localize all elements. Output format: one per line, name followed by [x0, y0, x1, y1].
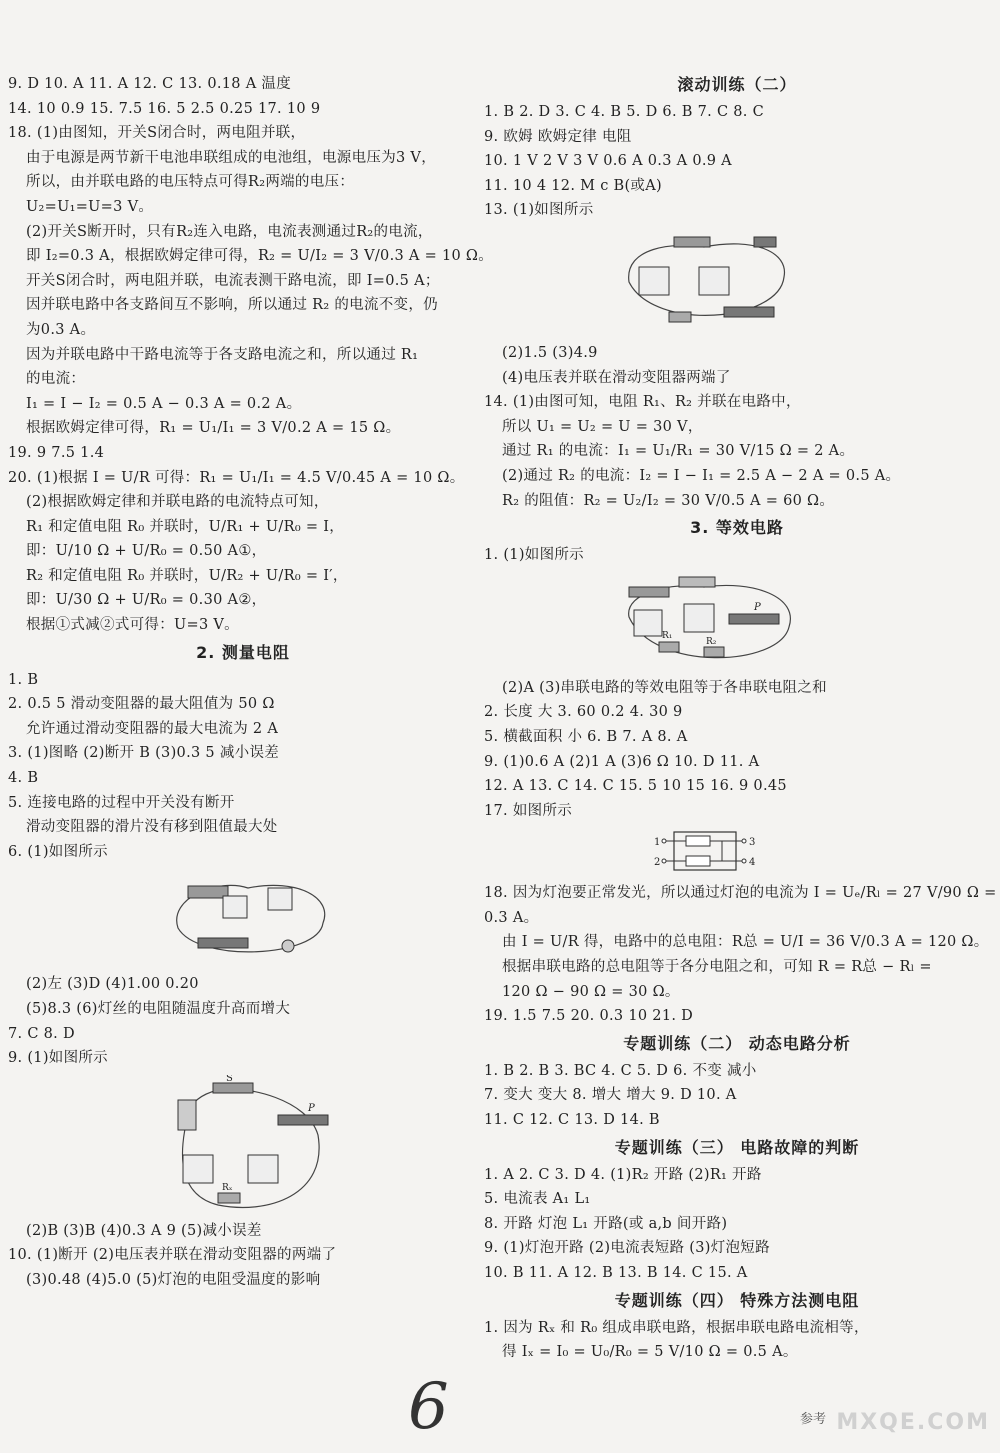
answer-block [484, 1059, 990, 1133]
circuit-figure-q6 [8, 868, 478, 968]
answer-line: 20. (1)根据 I = U/R 可得：R₁ = U₁/I₁ = 4.5 V/0.45 A = 10 Ω。 [8, 469, 465, 486]
answer-line: 5. 横截面积 小 6. B 7. A 8. A [484, 728, 688, 745]
slider-label: P [754, 601, 761, 613]
answer-block [8, 72, 494, 638]
answer-block [484, 1316, 990, 1365]
answer-block [484, 881, 997, 1029]
circuit-figure-13 [484, 227, 990, 337]
answer-line: 6. (1)如图所示 [8, 843, 108, 860]
answer-line: 9. (1)如图所示 [8, 1050, 108, 1067]
section-heading-special-training-2: 专题训练（二） 动态电路分析 [623, 1033, 851, 1053]
answer-line: 1. B [8, 671, 39, 688]
answer-line: 即：U/10 Ω + U/R₀ = 0.50 A①， [26, 543, 267, 560]
section-heading-measure-resistance: 2. 测量电阻 [196, 642, 290, 662]
left-column [8, 72, 494, 1293]
answer-line: (2)开关S断开时，只有R₂连入电路，电流表测通过R₂的电流， [26, 223, 433, 240]
slider-label: P [308, 1102, 315, 1114]
answer-line: 3. (1)图略 (2)断开 B (3)0.3 5 减小误差 [8, 745, 280, 762]
answer-line: 由 I = U/R 得，电路中的总电阻：R总 = U/I = 36 V/0.3 A = 120 Ω。 [502, 934, 989, 951]
terminal-3-label: 3 [749, 837, 756, 849]
answer-line: 开关S闭合时，两电阻并联，电流表测干路电流，即 I=0.5 A； [26, 272, 440, 289]
answer-line: 1. A 2. C 3. D 4. (1)R₂ 开路 (2)R₁ 开路 [484, 1166, 762, 1183]
answer-line: 根据串联电路的总电阻等于各分电阻之和，可知 R = R总 − Rₗ = [502, 959, 932, 976]
answer-block [484, 100, 990, 223]
answer-line: 所以 U₁ = U₂ = U = 30 V， [502, 418, 703, 435]
black-box-figure-17 [484, 827, 990, 877]
answer-line: 19. 1.5 7.5 20. 0.3 10 21. D [484, 1008, 694, 1025]
answer-line: 通过 R₁ 的电流：I₁ = U₁/R₁ = 30 V/15 Ω = 2 A。 [502, 443, 855, 460]
answer-line: 10. B 11. A 12. B 13. B 14. C 15. A [484, 1265, 748, 1281]
answer-line: 11. C 12. C 13. D 14. B [484, 1112, 660, 1129]
r1-label: R₁ [662, 630, 673, 641]
answer-line: 9. 欧姆 欧姆定律 电阻 [484, 128, 632, 145]
answer-line: 由于电源是两节新干电池串联组成的电池组，电源电压为3 V， [26, 149, 437, 166]
circuit-figure-q9 [8, 1075, 478, 1215]
answer-line: 2. 0.5 5 滑动变阻器的最大阻值为 50 Ω [8, 696, 275, 713]
answer-line: 即：U/30 Ω + U/R₀ = 0.30 A②， [26, 592, 267, 609]
r2-label: R₂ [706, 636, 717, 647]
answer-line: 允许通过滑动变阻器的最大电流为 2 A [26, 720, 279, 737]
section-heading-special-training-3: 专题训练（三） 电路故障的判断 [614, 1137, 860, 1157]
answer-line: 根据欧姆定律可得，R₁ = U₁/I₁ = 3 V/0.2 A = 15 Ω。 [26, 420, 401, 437]
answer-line: 即 I₂=0.3 A，根据欧姆定律可得，R₂ = U/I₂ = 3 V/0.3 A = 10 Ω。 [26, 248, 494, 265]
answer-line: (4)电压表并联在滑动变阻器两端了 [502, 369, 731, 386]
answer-block [484, 1163, 990, 1286]
answer-line: (2)根据欧姆定律和并联电路的电流特点可知， [26, 494, 329, 511]
answer-line: 9. (1)灯泡开路 (2)电流表短路 (3)灯泡短路 [484, 1240, 770, 1257]
answer-line: 10. (1)断开 (2)电压表并联在滑动变阻器的两端了 [8, 1247, 337, 1264]
answer-line: 12. A 13. C 14. C 15. 5 10 15 16. 9 0.45 [484, 778, 787, 795]
answer-block [8, 668, 478, 865]
answer-line: (2)1.5 (3)4.9 [502, 344, 598, 361]
right-column [484, 72, 997, 1365]
answer-line: 1. B 2. B 3. BC 4. C 5. D 6. 不变 减小 [484, 1062, 757, 1079]
answer-line: (2)B (3)B (4)0.3 A 9 (5)减小误差 [26, 1222, 262, 1239]
handwritten-page-number: 6 [408, 1370, 449, 1444]
terminal-1-label: 1 [654, 837, 661, 849]
answer-block [8, 1219, 478, 1293]
answer-line: 120 Ω − 90 Ω = 30 Ω。 [502, 983, 680, 1000]
answer-line: 9. D 10. A 11. A 12. C 13. 0.18 A 温度 [8, 76, 291, 92]
answer-line: R₁ 和定值电阻 R₀ 并联时，U/R₁ + U/R₀ = I， [26, 518, 345, 535]
answer-line: 18. 因为灯泡要正常发光，所以通过灯泡的电流为 I = Uₑ/Rₗ = 27 V/90 Ω = [484, 885, 997, 902]
answer-line: 得 Iₓ = I₀ = U₀/R₀ = 5 V/10 Ω = 0.5 A。 [502, 1344, 798, 1361]
answer-line: (3)0.48 (4)5.0 (5)灯泡的电阻受温度的影响 [26, 1271, 321, 1288]
answer-line: 10. 1 V 2 V 3 V 0.6 A 0.3 A 0.9 A [484, 153, 732, 170]
answer-line: R₂ 的阻值：R₂ = U₂/I₂ = 30 V/0.5 A = 60 Ω。 [502, 492, 835, 509]
answer-line: 14. (1)由图可知，电阻 R₁、R₂ 并联在电路中， [484, 394, 801, 411]
section-heading-rolling-training-2: 滚动训练（二） [677, 75, 797, 94]
answer-line: 18. (1)由图知，开关S闭合时，两电阻并联， [8, 125, 306, 142]
terminal-2-label: 2 [654, 857, 661, 869]
answer-line: 0.3 A。 [484, 909, 539, 926]
answer-line: 所以，由并联电路的电压特点可得R₂两端的电压： [26, 174, 355, 191]
answer-line: 1. 因为 Rₓ 和 R₀ 组成串联电路，根据串联电路电流相等， [484, 1319, 869, 1336]
answer-line: (2)通过 R₂ 的电流：I₂ = I − I₁ = 2.5 A − 2 A = 0.5 A。 [502, 467, 901, 484]
answer-line: R₂ 和定值电阻 R₀ 并联时，U/R₂ + U/R₀ = I′， [26, 567, 348, 584]
answer-line: 17. 如图所示 [484, 802, 573, 819]
rx-label: Rₓ [222, 1182, 233, 1193]
terminal-4-label: 4 [749, 857, 756, 869]
reference-label: 参考 [800, 1412, 827, 1427]
answer-line: 8. 开路 灯泡 L₁ 开路(或 a,b 间开路) [484, 1215, 728, 1232]
circuit-figure-eq1 [484, 572, 990, 672]
answer-line: I₁ = I − I₂ = 0.5 A − 0.3 A = 0.2 A。 [26, 395, 302, 412]
answer-line: 4. B [8, 770, 39, 787]
answer-line: 2. 长度 大 3. 60 0.2 4. 30 9 [484, 704, 683, 721]
answer-line: 根据①式减②式可得：U=3 V。 [26, 617, 239, 634]
switch-label: S [226, 1074, 233, 1084]
section-heading-special-training-4: 专题训练（四） 特殊方法测电阻 [614, 1290, 860, 1310]
answer-line: 1. B 2. D 3. C 4. B 5. D 6. B 7. C 8. C [484, 104, 765, 120]
answer-line: 滑动变阻器的滑片没有移到阻值最大处 [26, 819, 278, 836]
answer-line: 5. 电流表 A₁ L₁ [484, 1191, 591, 1208]
answer-line: 13. (1)如图所示 [484, 202, 594, 219]
watermark-logo: MXQE.COM [836, 1410, 990, 1435]
answer-line: 7. 变大 变大 8. 增大 增大 9. D 10. A [484, 1087, 737, 1104]
answer-block [484, 341, 990, 513]
answer-line: 14. 10 0.9 15. 7.5 16. 5 2.5 0.25 17. 10 9 [8, 100, 321, 117]
answer-line: 因为并联电路中干路电流等于各支路电流之和，所以通过 R₁ [26, 346, 419, 363]
answer-block [8, 972, 478, 1070]
answer-line: 因并联电路中各支路间互不影响，所以通过 R₂ 的电流不变，仍 [26, 297, 438, 314]
answer-line: (5)8.3 (6)灯丝的电阻随温度升高而增大 [26, 1001, 291, 1017]
answer-line: (2)左 (3)D (4)1.00 0.20 [26, 976, 199, 993]
answer-line: 19. 9 7.5 1.4 [8, 444, 105, 461]
answer-line: (2)A (3)串联电路的等效电阻等于各串联电阻之和 [502, 679, 827, 696]
answer-line: U₂=U₁=U=3 V。 [26, 198, 154, 215]
answer-line: 9. (1)0.6 A (2)1 A (3)6 Ω 10. D 11. A [484, 753, 760, 770]
answer-line: 5. 连接电路的过程中开关没有断开 [8, 794, 235, 811]
answer-line: 的电流： [26, 371, 86, 388]
answer-line: 1. (1)如图所示 [484, 547, 584, 564]
answer-line: 7. C 8. D [8, 1025, 75, 1042]
answer-block [484, 676, 990, 824]
answer-line: 为0.3 A。 [26, 321, 96, 338]
answer-line: 11. 10 4 12. M c B(或A) [484, 177, 662, 194]
section-heading-equivalent-circuit: 3. 等效电路 [690, 518, 784, 538]
answer-block [484, 543, 990, 568]
